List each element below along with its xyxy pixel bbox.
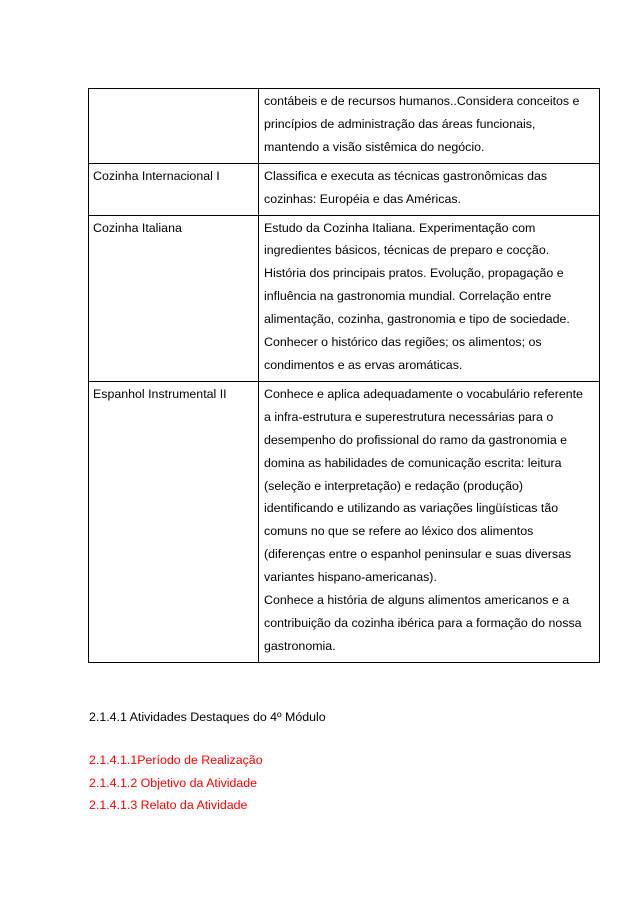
course-description bbox=[259, 215, 600, 381]
description-line: Conhecer o histórico das regiões; os alimentos; os bbox=[264, 335, 542, 350]
description-line: desempenho do profissional do ramo da gastronomia e bbox=[264, 432, 568, 447]
table-row bbox=[89, 89, 600, 164]
table-row bbox=[89, 381, 600, 662]
course-description bbox=[259, 381, 600, 662]
description-line: Conhece e aplica adequadamente o vocabulário referente bbox=[264, 386, 583, 401]
course-name: Cozinha Internacional I bbox=[89, 163, 259, 215]
subsection-heading: 2.1.4.1.3 Relato da Atividade bbox=[89, 798, 248, 812]
description-line: (seleção e interpretação) e redação (produção) bbox=[264, 478, 523, 493]
table-row bbox=[89, 163, 600, 215]
description-line: domina as habilidades de comunicação escrita: leitura bbox=[264, 455, 562, 470]
description-line: História dos principais pratos. Evolução, propagação e bbox=[264, 266, 564, 281]
description-line: gastronomia. bbox=[264, 638, 336, 653]
description-line: condimentos e as ervas aromáticas. bbox=[264, 357, 463, 372]
description-line: contábeis e de recursos humanos..Considera conceitos e bbox=[264, 94, 580, 108]
description-line: ingredientes básicos, técnicas de preparo e cocção. bbox=[264, 243, 550, 258]
description-line: Estudo da Cozinha Italiana. Experimentação com bbox=[264, 220, 536, 235]
description-line: contribuição da cozinha ibérica para a formação do nossa bbox=[264, 615, 582, 630]
description-line: mantendo a visão sistêmica do negócio. bbox=[264, 139, 485, 154]
table-row bbox=[89, 215, 600, 381]
description-line: a infra-estrutura e superestrutura necessárias para o bbox=[264, 409, 554, 424]
description-line: alimentação, cozinha, gastronomia e tipo de sociedade. bbox=[264, 312, 570, 327]
course-name: Espanhol Instrumental II bbox=[89, 381, 259, 662]
subsection-heading: 2.1.4.1.2 Objetivo da Atividade bbox=[89, 775, 258, 790]
section-heading: 2.1.4.1 Atividades Destaques do 4º Módulo bbox=[89, 710, 326, 724]
description-line: princípios de administração das áreas funcionais, bbox=[264, 116, 536, 131]
description-line: influência na gastronomia mundial. Correlação entre bbox=[264, 289, 552, 304]
description-line: Classifica e executa as técnicas gastronômicas das bbox=[264, 168, 548, 183]
description-line: identificando e utilizando as variações lingüísticas tão bbox=[264, 501, 559, 516]
subsection-heading: 2.1.4.1.1Período de Realização bbox=[89, 753, 263, 767]
course-table bbox=[88, 88, 600, 663]
description-line: comuns no que se refere ao léxico dos alimentos bbox=[264, 524, 534, 539]
description-line: (diferenças entre o espanhol peninsular e suas diversas bbox=[264, 547, 572, 562]
description-line: variantes hispano-americanas). bbox=[264, 570, 437, 585]
description-line: Conhece a história de alguns alimentos americanos e a bbox=[264, 593, 570, 608]
subsection-list bbox=[89, 749, 263, 817]
course-description bbox=[259, 163, 600, 215]
course-description bbox=[259, 89, 600, 164]
course-name: Cozinha Italiana bbox=[89, 215, 259, 381]
course-name bbox=[89, 89, 259, 164]
description-line: cozinhas: Européia e das Américas. bbox=[264, 191, 461, 206]
